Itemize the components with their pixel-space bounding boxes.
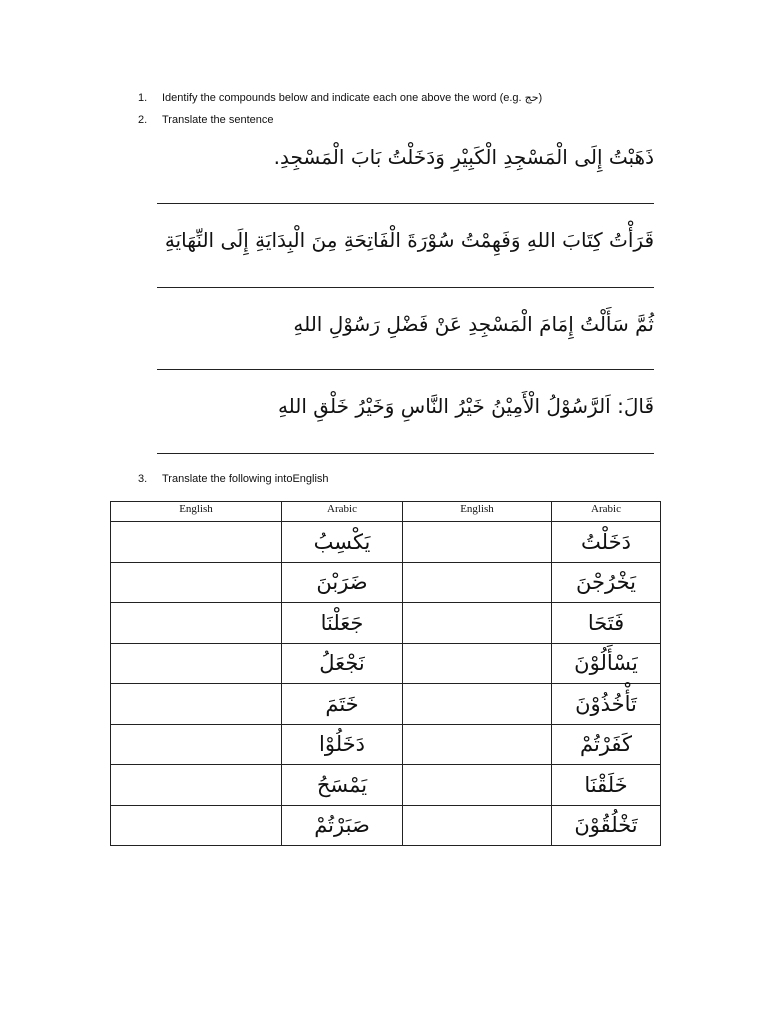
arabic-word-cell: يَخْرُجْنَ	[552, 562, 661, 603]
english-answer-cell[interactable]	[403, 562, 552, 603]
arabic-sentence-3: ثُمَّ سَأَلْتُ إِمَامَ الْمَسْجِدِ عَنْ فَضْلِ رَسُوْلِ اللهِ	[293, 312, 654, 336]
header-english: English	[403, 502, 552, 522]
arabic-word-cell: خَتَمَ	[282, 684, 403, 725]
header-arabic: Arabic	[552, 502, 661, 522]
question-number: 1.	[138, 92, 148, 104]
arabic-word-cell: فَتَحَا	[552, 603, 661, 644]
arabic-word-cell: كَفَرْتُمْ	[552, 724, 661, 765]
english-answer-cell[interactable]	[403, 522, 552, 563]
english-answer-cell[interactable]	[403, 603, 552, 644]
english-answer-cell[interactable]	[403, 643, 552, 684]
answer-line-4[interactable]	[157, 453, 654, 454]
arabic-word-cell: دَخَلْتُ	[552, 522, 661, 563]
table-row	[111, 603, 661, 644]
answer-line-1[interactable]	[157, 203, 654, 204]
english-answer-cell[interactable]	[111, 562, 282, 603]
english-answer-cell[interactable]	[111, 765, 282, 806]
arabic-word-cell: نَجْعَلُ	[282, 643, 403, 684]
table-header-row	[111, 502, 661, 522]
arabic-sentence-1: ذَهَبْتُ إِلَى الْمَسْجِدِ الْكَبِيْرِ وَدَخَلْتُ بَابَ الْمَسْجِدِ.	[273, 145, 654, 169]
arabic-word-cell: دَخَلُوْا	[282, 724, 403, 765]
arabic-word-cell: يَكْسِبُ	[282, 522, 403, 563]
english-answer-cell[interactable]	[403, 805, 552, 846]
english-answer-cell[interactable]	[403, 765, 552, 806]
english-answer-cell[interactable]	[111, 522, 282, 563]
answer-line-2[interactable]	[157, 287, 654, 288]
answer-line-3[interactable]	[157, 369, 654, 370]
question-text: Identify the compounds below and indicate each one above the word (e.g. حج)	[162, 92, 543, 104]
arabic-word-cell: جَعَلْنَا	[282, 603, 403, 644]
question-text: Translate the sentence	[162, 114, 274, 126]
question-1	[138, 91, 542, 105]
arabic-word-cell: خَلَقْنَا	[552, 765, 661, 806]
arabic-word-cell: يَمْسَحُ	[282, 765, 403, 806]
arabic-word-cell: تَأْخُذُوْنَ	[552, 684, 661, 725]
english-answer-cell[interactable]	[403, 724, 552, 765]
header-english: English	[111, 502, 282, 522]
arabic-sentence-2: قَرَأْتُ كِتَابَ اللهِ وَفَهِمْتُ سُوْرَةَ الْفَاتِحَةِ مِنَ الْبِدَايَةِ إِلَى النِّهَايَةِ	[164, 228, 654, 252]
table-row	[111, 765, 661, 806]
english-answer-cell[interactable]	[111, 805, 282, 846]
question-number: 2.	[138, 114, 148, 126]
english-answer-cell[interactable]	[111, 684, 282, 725]
arabic-sentence-4: قَالَ: اَلرَّسُوْلُ الْأَمِيْنُ خَيْرُ النَّاسِ وَخَيْرُ خَلْقِ اللهِ	[277, 394, 654, 418]
table-row	[111, 643, 661, 684]
english-answer-cell[interactable]	[111, 643, 282, 684]
arabic-word-cell: تَخْلُقُوْنَ	[552, 805, 661, 846]
english-answer-cell[interactable]	[403, 684, 552, 725]
table-row	[111, 522, 661, 563]
english-answer-cell[interactable]	[111, 724, 282, 765]
header-arabic: Arabic	[282, 502, 403, 522]
question-text: Translate the following intoEnglish	[162, 473, 329, 485]
question-3	[138, 472, 329, 486]
table-row	[111, 562, 661, 603]
table-row	[111, 684, 661, 725]
english-answer-cell[interactable]	[111, 603, 282, 644]
arabic-word-cell: ضَرَبْنَ	[282, 562, 403, 603]
arabic-word-cell: يَسْأَلُوْنَ	[552, 643, 661, 684]
table-row	[111, 724, 661, 765]
arabic-word-cell: صَبَرْتُمْ	[282, 805, 403, 846]
question-2	[138, 113, 274, 127]
table-row	[111, 805, 661, 846]
vocabulary-table	[110, 501, 661, 846]
question-number: 3.	[138, 473, 148, 485]
